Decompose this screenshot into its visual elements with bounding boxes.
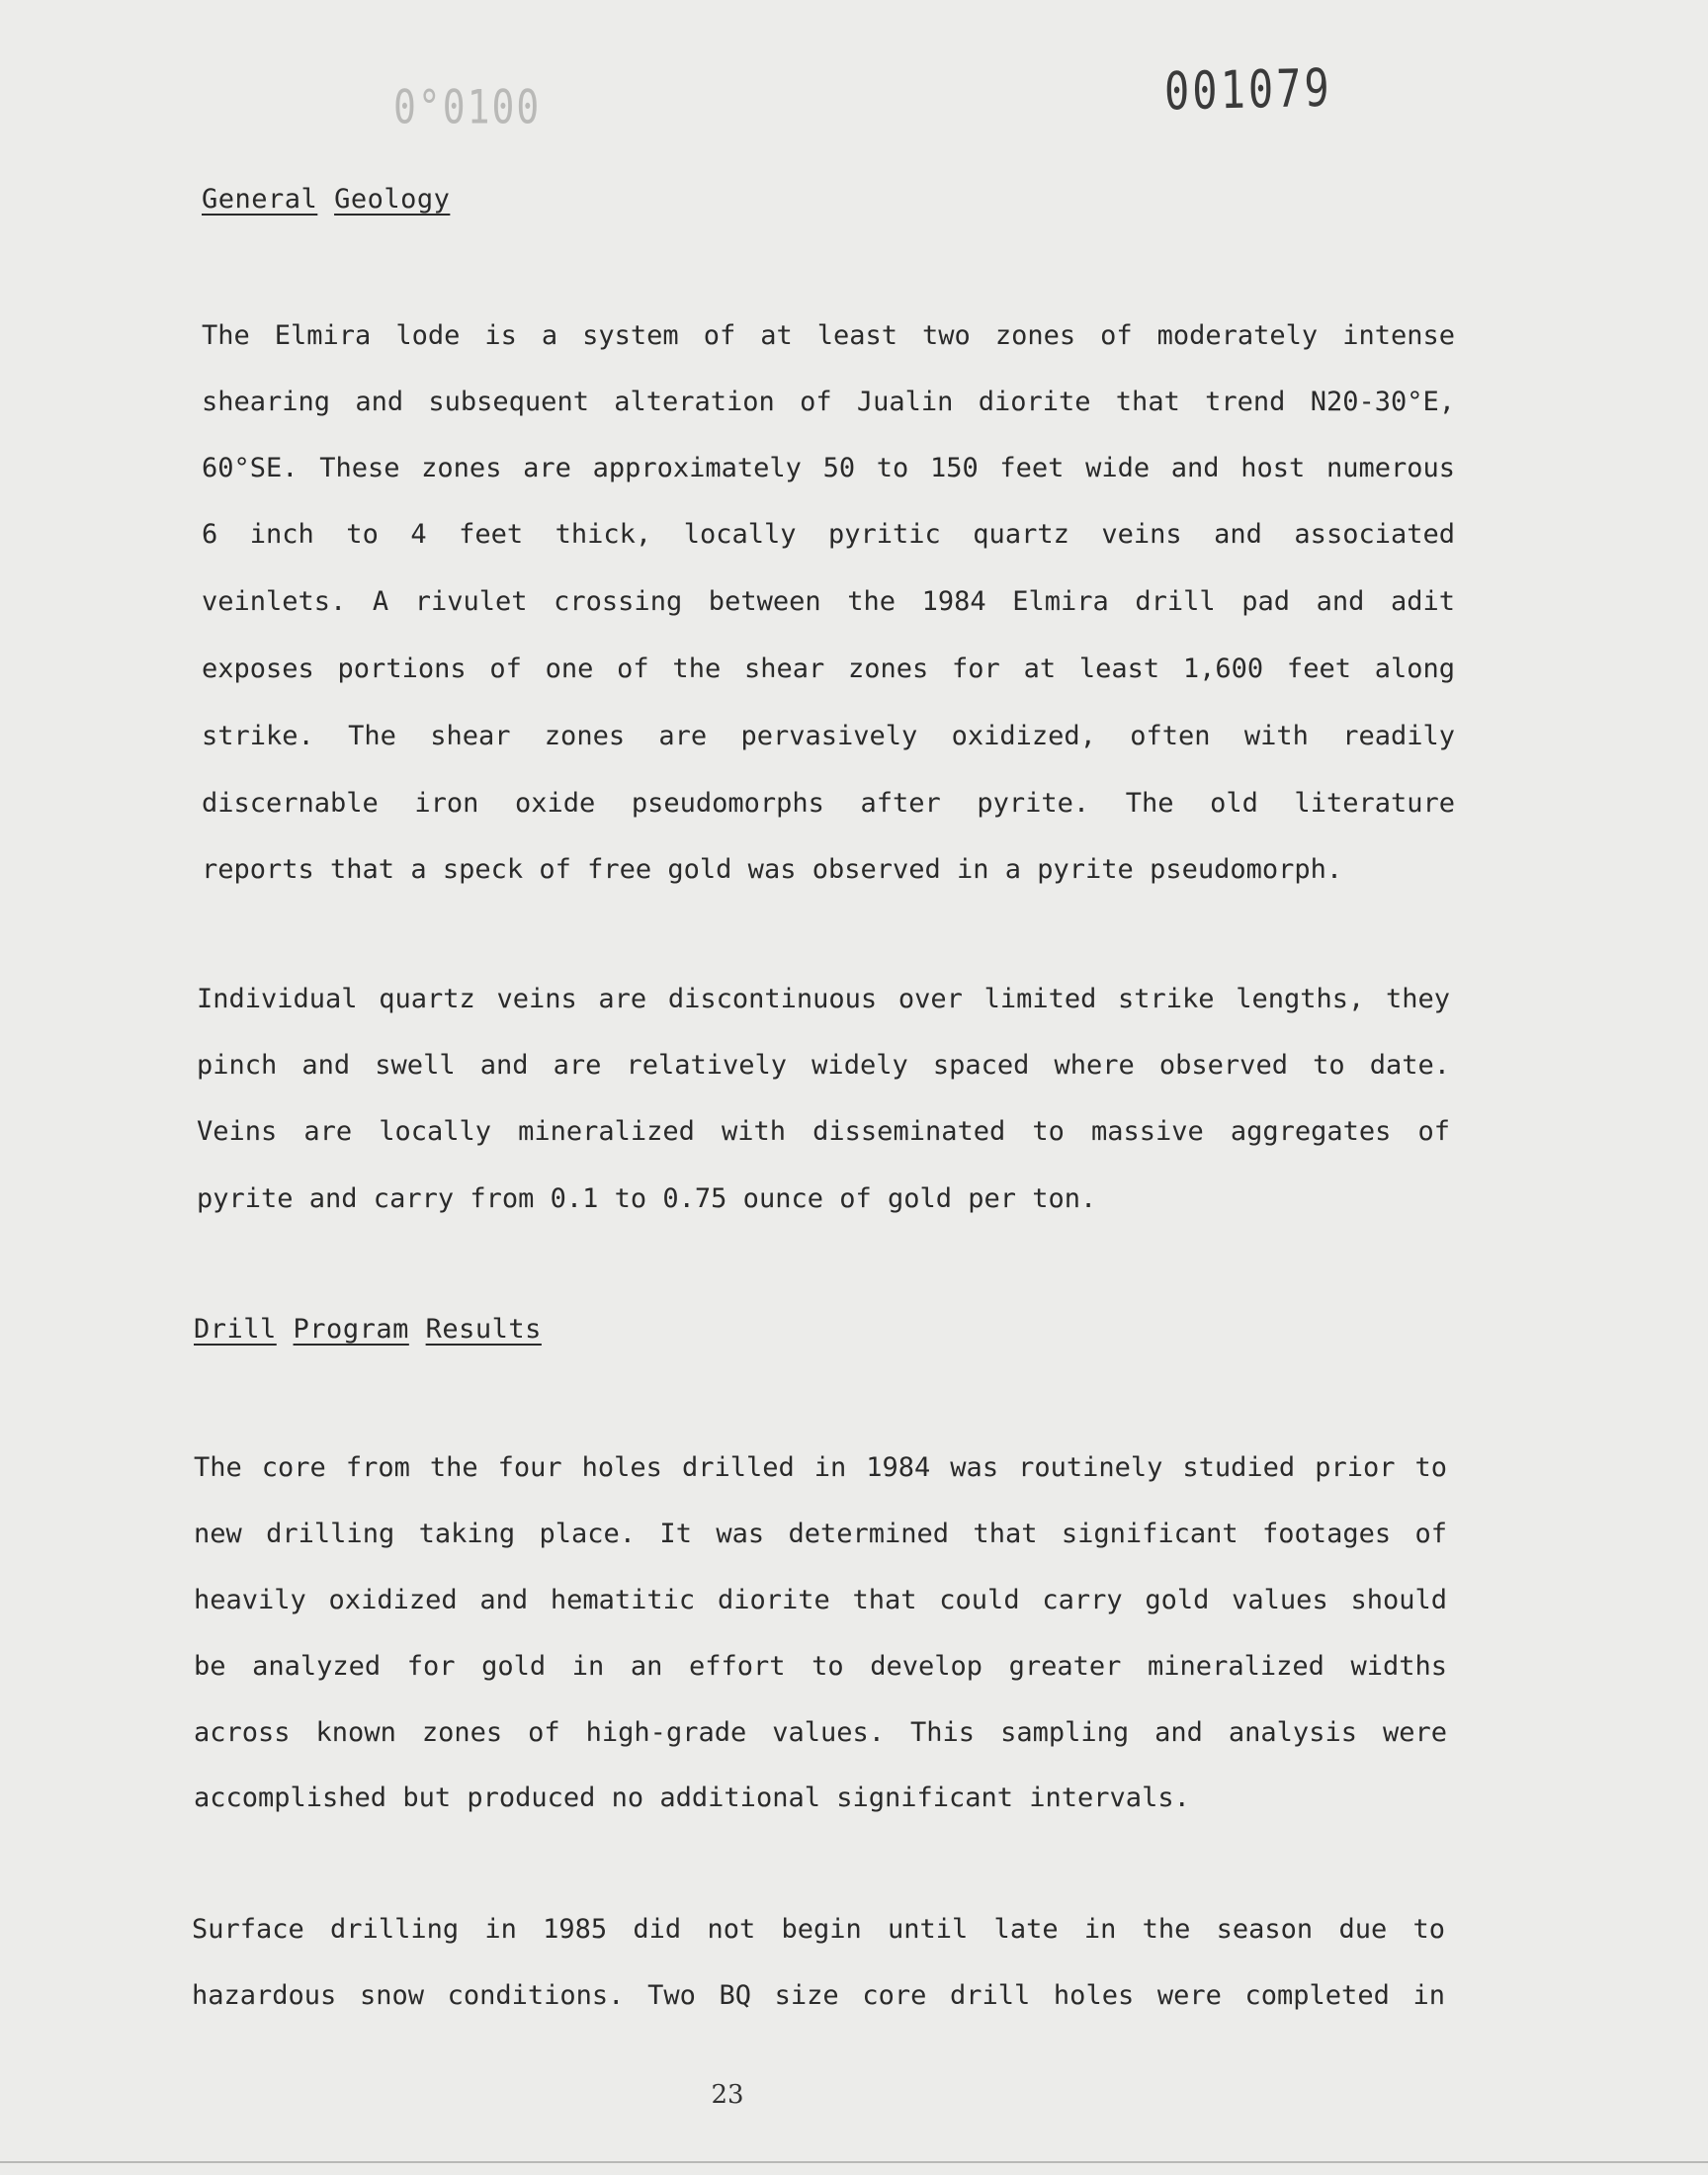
paragraph-1-line-9: reports that a speck of free gold was observed in a pyrite pseudomorph.	[202, 854, 1343, 885]
scan-bottom-edge	[0, 2161, 1708, 2163]
heading-word: Drill	[194, 1314, 277, 1345]
paragraph-4-line-1: Surface drilling in 1985 did not begin until late in the season due to	[192, 1914, 1445, 1945]
paragraph-1-line-7: strike. The shear zones are pervasively oxidized, often with readily	[202, 721, 1455, 751]
heading-drill-program-results	[194, 1314, 542, 1345]
faint-stamp-number: 0°0100	[393, 79, 542, 134]
paragraph-2-line-1: Individual quartz veins are discontinuous over limited strike lengths, they	[197, 984, 1450, 1014]
paragraph-3-line-2: new drilling taking place. It was determined that significant footages of	[194, 1519, 1447, 1549]
page-number: 23	[711, 2080, 744, 2110]
paragraph-3-line-3: heavily oxidized and hematitic diorite that could carry gold values should	[194, 1585, 1447, 1615]
paragraph-1-line-3: 60°SE. These zones are approximately 50 to 150 feet wide and host numerous	[202, 453, 1455, 483]
paragraph-1-line-8: discernable iron oxide pseudomorphs after pyrite. The old literature	[202, 788, 1455, 819]
paragraph-2-line-3: Veins are locally mineralized with disseminated to massive aggregates of	[197, 1116, 1450, 1147]
paragraph-3-line-4: be analyzed for gold in an effort to develop greater mineralized widths	[194, 1651, 1447, 1682]
paragraph-1-line-5: veinlets. A rivulet crossing between the 1984 Elmira drill pad and adit	[202, 586, 1455, 617]
heading-word: Results	[425, 1314, 542, 1345]
paragraph-1-line-4: 6 inch to 4 feet thick, locally pyritic quartz veins and associated	[202, 519, 1455, 550]
heading-word: Program	[293, 1314, 409, 1345]
paragraph-3-line-5: across known zones of high-grade values. This sampling and analysis were	[194, 1717, 1447, 1748]
document-stamp-number: 001079	[1163, 57, 1333, 122]
paragraph-1-line-1: The Elmira lode is a system of at least two zones of moderately intense	[202, 320, 1455, 351]
heading-word: General	[202, 184, 318, 215]
paragraph-3-line-1: The core from the four holes drilled in 1984 was routinely studied prior to	[194, 1452, 1447, 1483]
paragraph-4-line-2: hazardous snow conditions. Two BQ size core drill holes were completed in	[192, 1980, 1445, 2011]
paragraph-2-line-4: pyrite and carry from 0.1 to 0.75 ounce of gold per ton.	[197, 1183, 1097, 1214]
heading-word: Geology	[334, 184, 451, 215]
paragraph-3-line-6: accomplished but produced no additional significant intervals.	[194, 1783, 1190, 1813]
paragraph-1-line-6: exposes portions of one of the shear zones for at least 1,600 feet along	[202, 653, 1455, 684]
heading-general-geology	[202, 184, 450, 215]
paragraph-1-line-2: shearing and subsequent alteration of Jualin diorite that trend N20-30°E,	[202, 387, 1455, 417]
paragraph-2-line-2: pinch and swell and are relatively widely spaced where observed to date.	[197, 1050, 1450, 1081]
